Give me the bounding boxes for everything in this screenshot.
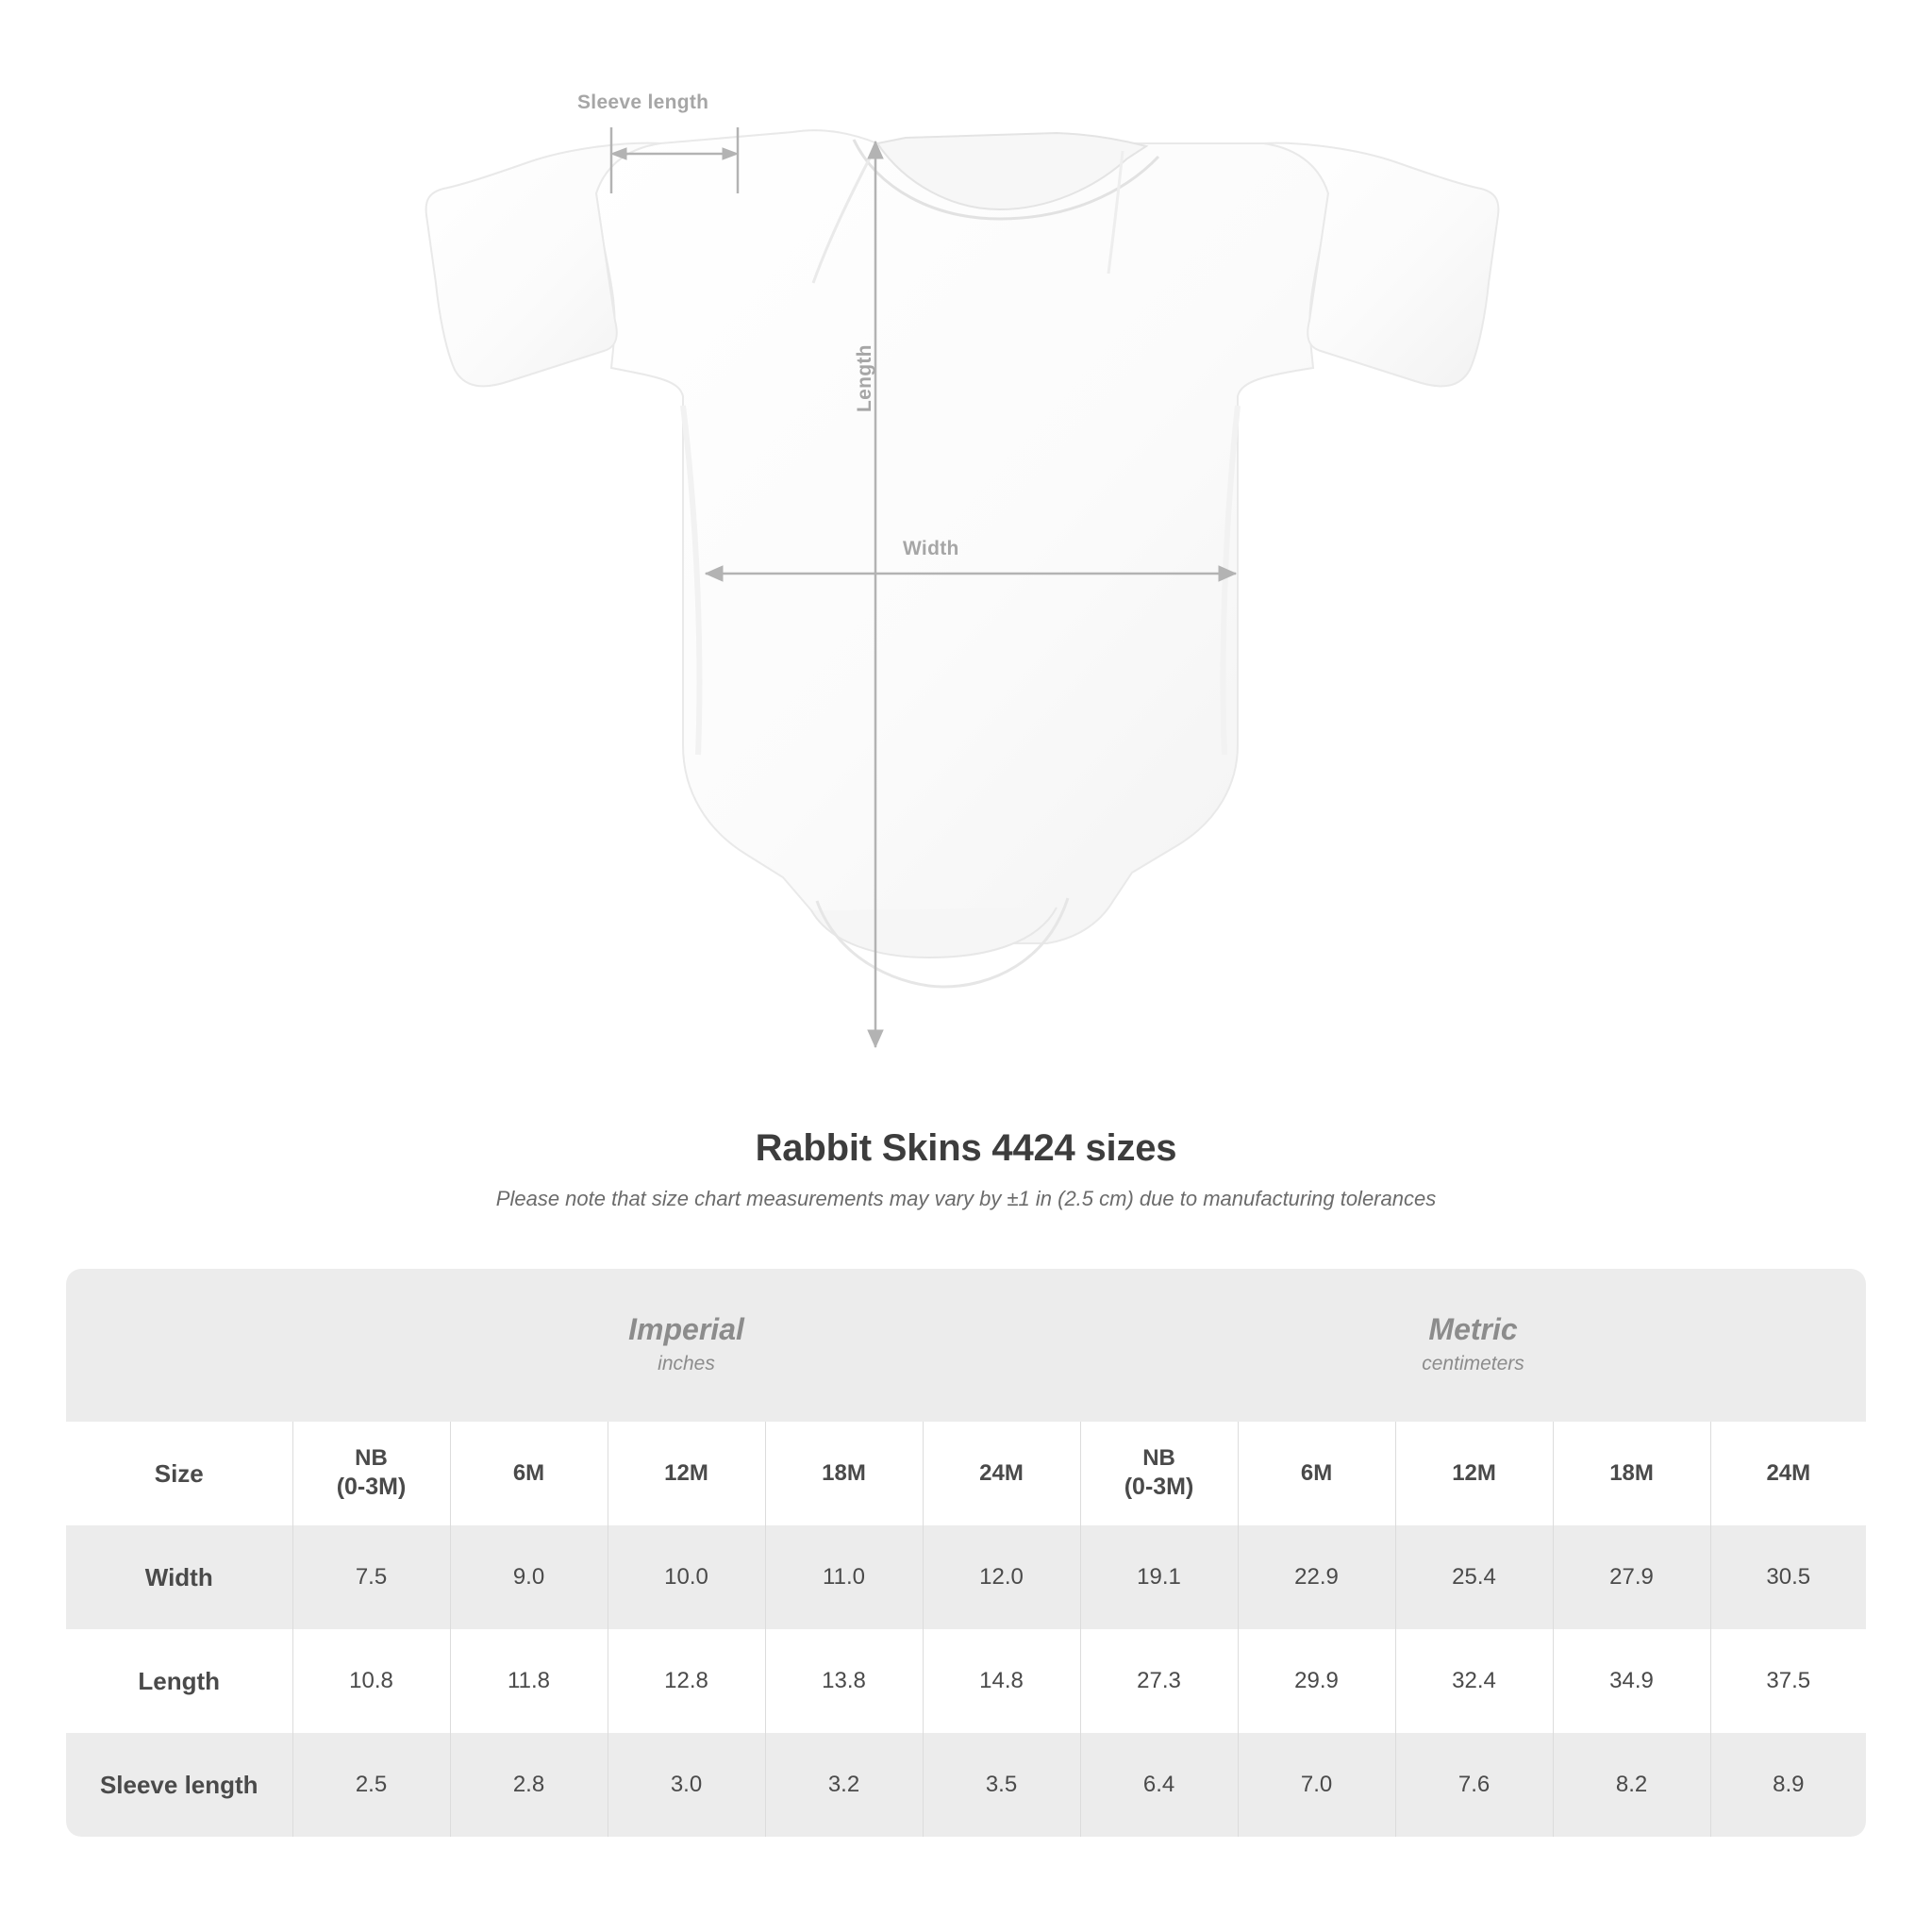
cell-length-1: 11.8 bbox=[450, 1629, 608, 1733]
width-dimension-label: Width bbox=[903, 538, 959, 559]
header-col-8 bbox=[1553, 1422, 1710, 1525]
cell-sleeve-4: 3.5 bbox=[923, 1733, 1080, 1837]
header-col-1 bbox=[450, 1422, 608, 1525]
page-title: Rabbit Skins 4424 sizes bbox=[755, 1127, 1177, 1169]
header-size: Size bbox=[66, 1422, 292, 1525]
header-col-8-label: 18M bbox=[1609, 1460, 1654, 1486]
header-col-0 bbox=[292, 1422, 450, 1525]
header-col-2-label: 12M bbox=[664, 1460, 708, 1486]
header-col-1-label: 6M bbox=[512, 1460, 545, 1486]
cell-length-0: 10.8 bbox=[292, 1629, 450, 1733]
table-row bbox=[66, 1525, 1866, 1629]
cell-sleeve-7: 7.6 bbox=[1395, 1733, 1553, 1837]
header-col-5-label: NB bbox=[1142, 1445, 1175, 1472]
sleeve-length-dimension-label: Sleeve length bbox=[577, 92, 709, 113]
cell-length-2: 12.8 bbox=[608, 1629, 765, 1733]
header-col-4-label: 24M bbox=[979, 1460, 1024, 1486]
cell-sleeve-9: 8.9 bbox=[1710, 1733, 1866, 1837]
size-table-container bbox=[66, 1269, 1866, 1837]
cell-length-6: 29.9 bbox=[1238, 1629, 1395, 1733]
unit-group-metric bbox=[1080, 1269, 1866, 1422]
cell-length-8: 34.9 bbox=[1553, 1629, 1710, 1733]
unit-group-metric-sub: centimeters bbox=[1422, 1353, 1524, 1375]
tolerance-note: Please note that size chart measurements may vary by ±1 in (2.5 cm) due to manufacturing tolerances bbox=[495, 1187, 1437, 1210]
cell-width-3: 11.0 bbox=[765, 1525, 923, 1629]
table-header-row bbox=[66, 1422, 1866, 1525]
cell-width-1: 9.0 bbox=[450, 1525, 608, 1629]
cell-width-5: 19.1 bbox=[1080, 1525, 1238, 1629]
unit-group-metric-name: Metric bbox=[1428, 1312, 1518, 1347]
cell-sleeve-1: 2.8 bbox=[450, 1733, 608, 1837]
cell-length-7: 32.4 bbox=[1395, 1629, 1553, 1733]
cell-width-2: 10.0 bbox=[608, 1525, 765, 1629]
cell-sleeve-2: 3.0 bbox=[608, 1733, 765, 1837]
cell-width-9: 30.5 bbox=[1710, 1525, 1866, 1629]
header-col-7 bbox=[1395, 1422, 1553, 1525]
unit-row-spacer bbox=[66, 1269, 292, 1422]
length-dimension-label: Length bbox=[854, 344, 875, 412]
cell-sleeve-8: 8.2 bbox=[1553, 1733, 1710, 1837]
header-col-5-sub: (0-3M) bbox=[1124, 1474, 1194, 1501]
header-col-5 bbox=[1080, 1422, 1238, 1525]
row-label-width: Width bbox=[66, 1525, 292, 1629]
table-unit-row bbox=[66, 1269, 1866, 1422]
unit-group-imperial bbox=[292, 1269, 1080, 1422]
cell-length-4: 14.8 bbox=[923, 1629, 1080, 1733]
header-col-4 bbox=[923, 1422, 1080, 1525]
header-col-0-label: NB bbox=[355, 1445, 388, 1472]
header-col-7-label: 12M bbox=[1452, 1460, 1496, 1486]
cell-sleeve-6: 7.0 bbox=[1238, 1733, 1395, 1837]
header-col-0-sub: (0-3M) bbox=[336, 1474, 407, 1501]
cell-width-4: 12.0 bbox=[923, 1525, 1080, 1629]
unit-group-imperial-sub: inches bbox=[658, 1353, 715, 1375]
header-col-2 bbox=[608, 1422, 765, 1525]
table-row bbox=[66, 1629, 1866, 1733]
cell-sleeve-3: 3.2 bbox=[765, 1733, 923, 1837]
cell-sleeve-0: 2.5 bbox=[292, 1733, 450, 1837]
cell-width-7: 25.4 bbox=[1395, 1525, 1553, 1629]
header-col-3 bbox=[765, 1422, 923, 1525]
cell-width-6: 22.9 bbox=[1238, 1525, 1395, 1629]
row-label-sleeve-length: Sleeve length bbox=[66, 1733, 292, 1837]
cell-length-3: 13.8 bbox=[765, 1629, 923, 1733]
title-block bbox=[0, 1127, 1932, 1211]
cell-width-0: 7.5 bbox=[292, 1525, 450, 1629]
cell-width-8: 27.9 bbox=[1553, 1525, 1710, 1629]
bodysuit-shape bbox=[426, 130, 1499, 987]
unit-group-imperial-name: Imperial bbox=[628, 1312, 744, 1347]
header-col-6-label: 6M bbox=[1300, 1460, 1333, 1486]
table-row bbox=[66, 1733, 1866, 1837]
cell-length-9: 37.5 bbox=[1710, 1629, 1866, 1733]
cell-length-5: 27.3 bbox=[1080, 1629, 1238, 1733]
header-col-9 bbox=[1710, 1422, 1866, 1525]
header-col-6 bbox=[1238, 1422, 1395, 1525]
cell-sleeve-5: 6.4 bbox=[1080, 1733, 1238, 1837]
header-col-9-label: 24M bbox=[1766, 1460, 1811, 1486]
row-label-length: Length bbox=[66, 1629, 292, 1733]
header-col-3-label: 18M bbox=[822, 1460, 866, 1486]
size-table bbox=[66, 1269, 1866, 1837]
